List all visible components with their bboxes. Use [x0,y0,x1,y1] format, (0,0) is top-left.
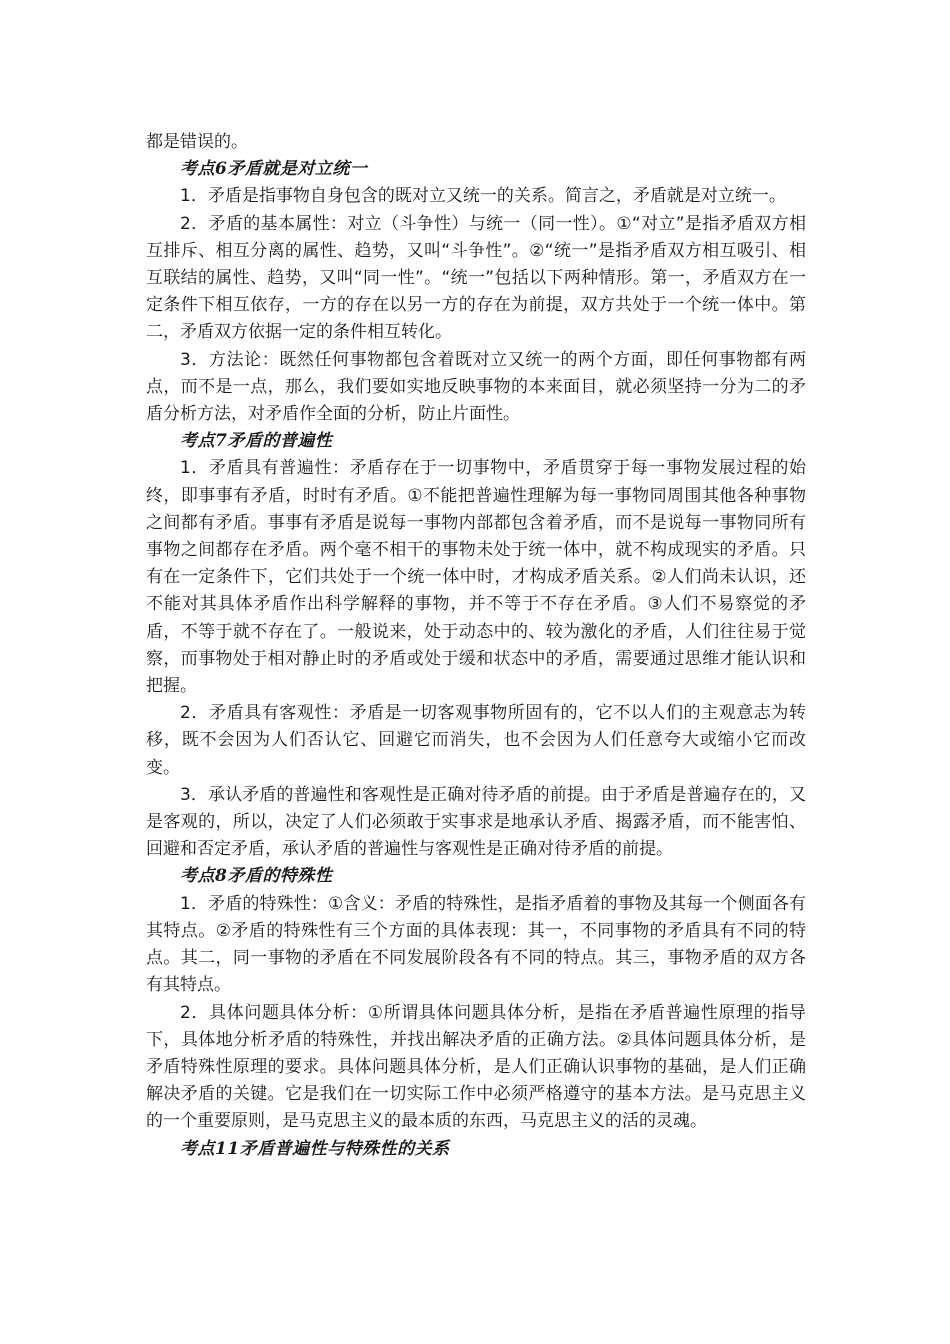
section-kaodian-8 [146,863,806,1135]
paragraph: 1．矛盾是指事物自身包含的既对立又统一的关系。简言之，矛盾就是对立统一。 [180,186,786,207]
section-kaodian-7 [146,428,806,863]
section-heading: 考点6矛盾就是对立统一 [180,159,368,180]
paragraph: 1．矛盾的特殊性：①含义：矛盾的特殊性，是指矛盾着的事物及其每一个侧面各有其特点。②矛盾的特殊性有三个方面的具体表现：其一，不同事物的矛盾具有不同的特点。其二，同一事物的矛盾在不同发展阶段各有不同的特点。其三，事物矛盾的双方各有其特点。 [146,893,806,996]
paragraph: 3．方法论：既然任何事物都包含着既对立又统一的两个方面，即任何事物都有两点，而不是一点，那么，我们要如实地反映事物的本来面目，就必须坚持一分为二的矛盾分析方法，对矛盾作全面的分析，防止片面性。 [146,349,806,425]
section-heading: 考点11矛盾普遍性与特殊性的关系 [180,1138,450,1159]
intro-text: 都是错误的。 [146,132,248,152]
section-kaodian-6 [146,156,806,428]
section-kaodian-11 [146,1136,806,1163]
paragraph: 3．承认矛盾的普遍性和客观性是正确对待矛盾的前提。由于矛盾是普遍存在的，又是客观的，所以，决定了人们必须敢于实事求是地承认矛盾、揭露矛盾，而不能害怕、回避和否定矛盾，承认矛盾的普遍性与客观性是正确对待矛盾的前提。 [146,784,806,860]
section-heading: 考点7矛盾的普遍性 [180,431,333,452]
paragraph: 2．矛盾的基本属性：对立（斗争性）与统一（同一性）。①“对立”是指矛盾双方相互排斥、相互分离的属性、趋势，又叫“斗争性”。②“统一”是指矛盾双方相互吸引、相互联结的属性、趋势，又叫“同一性”。“统一”包括以下两种情形。第一，矛盾双方在一定条件下相互依存，一方的存在以另一方的存在为前提，双方共处于一个统一体中。第二，矛盾双方依据一定的条件相互转化。 [146,213,806,343]
document-page [146,129,806,1163]
paragraph: 2．矛盾具有客观性：矛盾是一切客观事物所固有的，它不以人们的主观意志为转移，既不会因为人们否认它、回避它而消失，也不会因为人们任意夸大或缩小它而改变。 [146,703,806,778]
section-heading: 考点8矛盾的特殊性 [180,866,333,887]
paragraph: 1．矛盾具有普遍性：矛盾存在于一切事物中，矛盾贯穿于每一事物发展过程的始终，即事事有矛盾，时时有矛盾。①不能把普遍性理解为每一事物同周围其他各种事物之间都有矛盾。事事有矛盾是说每一事物内部都包含着矛盾，而不是说每一事物同所有事物之间都存在矛盾。两个毫不相干的事物未处于统一体中，就不构成现实的矛盾。只有在一定条件下，它们共处于一个统一体中时，才构成矛盾关系。②人们尚未认识，还不能对其具体矛盾作出科学解释的事物，并不等于不存在矛盾。③人们不易察觉的矛盾，不等于就不存在了。一般说来，处于动态中的、较为激化的矛盾，人们往往易于觉察，而事物处于相对静止时的矛盾或处于缓和状态中的矛盾，需要通过思维才能认识和把握。 [146,458,806,697]
paragraph: 2．具体问题具体分析：①所谓具体问题具体分析，是指在矛盾普遍性原理的指导下，具体地分析矛盾的特殊性，并找出解决矛盾的正确方法。②具体问题具体分析，是矛盾特殊性原理的要求。具体问题具体分析，是人们正确认识事物的基础，是人们正确解决矛盾的关键。它是我们在一切实际工作中必须严格遵守的基本方法。是马克思主义的一个重要原则，是马克思主义的最本质的东西，马克思主义的活的灵魂。 [146,1002,806,1132]
